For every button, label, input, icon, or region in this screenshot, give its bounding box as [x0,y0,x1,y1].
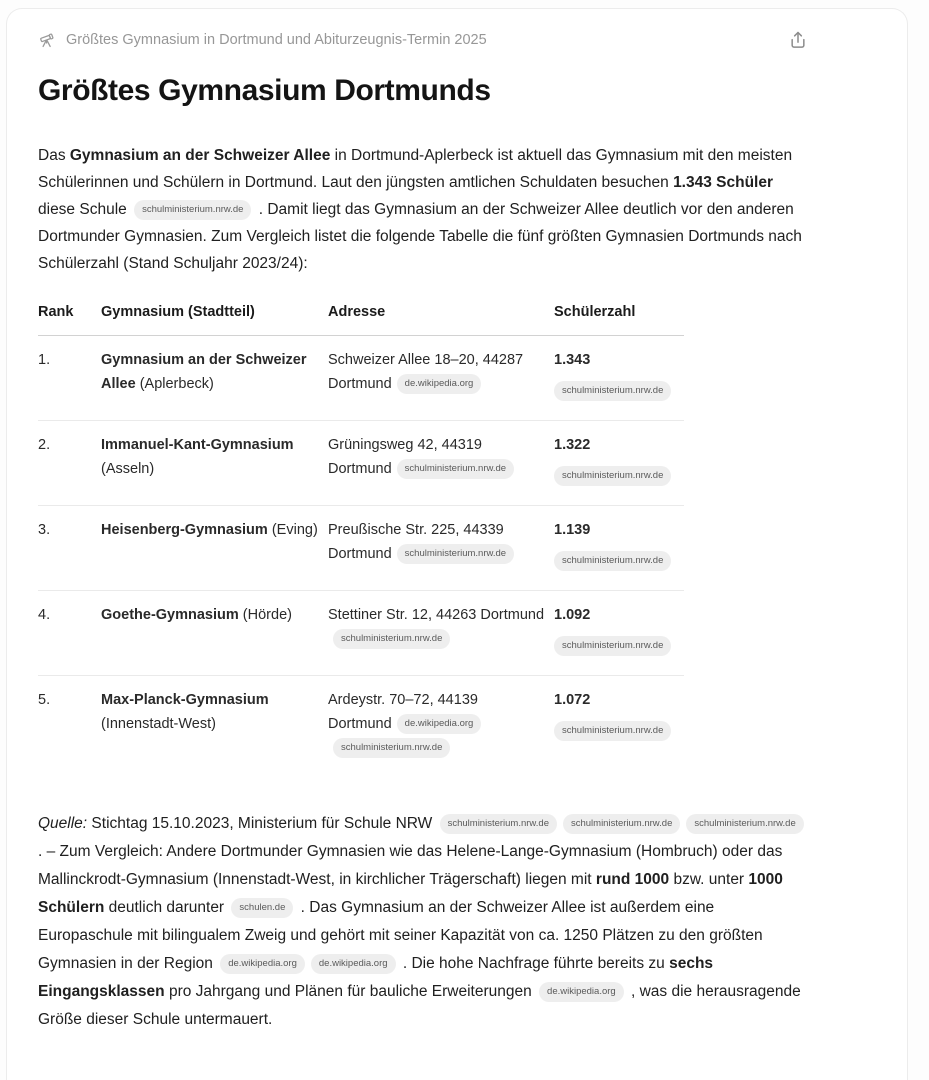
citation-pill[interactable]: schulministerium.nrw.de [333,629,450,649]
text-segment: deutlich darunter [104,899,229,916]
students-citation-line [554,464,674,488]
address-cell [328,421,554,506]
address-text: Preußische Str. 225, 44339 Dortmund [328,522,504,562]
rank-cell: 1. [38,336,101,421]
gymnasium-cell [101,676,328,778]
students-citation-line [554,549,674,573]
citation-pill[interactable]: schulministerium.nrw.de [134,200,251,220]
citation-pill[interactable]: schulministerium.nrw.de [333,738,450,758]
gymnasium-cell [101,336,328,421]
gymnasium-name: Heisenberg-Gymnasium [101,522,268,538]
address-cell [328,676,554,778]
italic-text-segment: Quelle: [38,815,88,832]
gymnasium-table [38,303,684,777]
students-count: 1.343 [554,352,591,368]
address-text: Ardeystr. 70–72, 44139 Dortmund [328,692,478,732]
gymnasium-name: Immanuel-Kant-Gymnasium [101,437,294,453]
thread-title: Größtes Gymnasium in Dortmund und Abiturzeugnis-Termin 2025 [66,32,487,48]
text-segment: Stichtag 15.10.2023, Ministerium für Schule NRW [87,815,437,832]
table-row [38,591,684,676]
students-cell [554,591,684,676]
text-segment: . Damit liegt das Gymnasium an der Schweizer Allee deutlich vor den anderen Dortmunder Gymnasien. Zum Vergleich listet die folgende Tabelle die fünf größten Gymnasien Dortmunds nach Schülerzahl (Stand Schuljahr 2023/24): [38,201,802,272]
source-paragraph [38,810,812,1034]
bold-text-segment: 1000 Schülern [38,871,783,916]
students-cell [554,676,684,778]
rank-cell: 2. [38,421,101,506]
table-header-row [38,303,684,336]
rank-cell: 4. [38,591,101,676]
bold-text-segment: rund 1000 [595,871,670,888]
citation-pill[interactable]: schulministerium.nrw.de [397,544,514,564]
text-segment: . – Zum Vergleich: Andere Dortmunder Gymnasien wie das Helene-Lange-Gymnasium (Hombruch) oder das Mallinckrodt-Gymnasium (Innenstadt-West, in kirchlicher Trägerschaft) liegen mit [38,843,783,888]
gymnasium-district: (Hörde) [238,607,292,623]
page-title: Größtes Gymnasium Dortmunds [38,74,491,107]
column-header-schuelerzahl: Schülerzahl [554,303,684,336]
students-count: 1.092 [554,607,591,623]
citation-pill[interactable]: schulministerium.nrw.de [554,721,671,741]
bold-text-segment: 1.343 Schüler [673,174,774,191]
address-cell [328,591,554,676]
address-cell [328,506,554,591]
column-header-rank: Rank [38,303,101,336]
citation-pill[interactable]: schulministerium.nrw.de [554,466,671,486]
citation-pill[interactable]: de.wikipedia.org [397,374,482,394]
students-citation-line [554,634,674,658]
gymnasium-cell [101,591,328,676]
bold-text-segment: Gymnasium an der Schweizer Allee [69,147,331,164]
table-row [38,676,684,778]
students-cell [554,421,684,506]
gymnasium-name: Gymnasium an der Schweizer Allee [101,352,307,392]
address-text: Grüningsweg 42, 44319 Dortmund [328,437,482,477]
column-header-adresse: Adresse [328,303,554,336]
table-row [38,506,684,591]
citation-pill[interactable]: schulen.de [231,898,293,918]
text-segment: bzw. unter [669,871,749,888]
gymnasium-name: Goethe-Gymnasium [101,607,239,623]
citation-pill[interactable]: schulministerium.nrw.de [554,381,671,401]
share-upload-icon [788,30,808,50]
text-segment: Das [38,147,70,164]
gymnasium-district: (Eving) [267,522,318,538]
text-segment: in Dortmund-Aplerbeck ist aktuell das Gymnasium mit den meisten Schülerinnen und Schülern in Dortmund. Laut den jüngsten amtlichen Schuldaten besuchen [38,147,793,191]
citation-pill[interactable]: schulministerium.nrw.de [686,814,803,834]
citation-pill[interactable]: de.wikipedia.org [311,954,396,974]
citation-pill[interactable]: de.wikipedia.org [220,954,305,974]
address-cell [328,336,554,421]
gymnasium-name: Max-Planck-Gymnasium [101,692,269,708]
citation-pill[interactable]: schulministerium.nrw.de [563,814,680,834]
gymnasium-district: (Innenstadt-West) [101,716,216,732]
citation-pill[interactable]: schulministerium.nrw.de [440,814,557,834]
text-segment: pro Jahrgang und Plänen für bauliche Erweiterungen [164,983,537,1000]
gymnasium-cell [101,421,328,506]
share-button[interactable] [786,28,810,52]
students-count: 1.139 [554,522,591,538]
citation-pill[interactable]: de.wikipedia.org [539,982,624,1002]
text-segment: , was die herausragende Größe dieser Schule untermauert. [38,983,801,1028]
citation-pill[interactable]: de.wikipedia.org [397,714,482,734]
gymnasium-district: (Asseln) [101,461,155,477]
text-segment: diese Schule [38,201,132,218]
telescope-icon [38,31,56,49]
table-row [38,421,684,506]
gymnasium-district: (Aplerbeck) [135,376,214,392]
answer-card [6,8,908,1080]
gymnasium-cell [101,506,328,591]
address-text: Schweizer Allee 18–20, 44287 Dortmund [328,352,524,392]
text-segment: . Die hohe Nachfrage führte bereits zu [398,955,670,972]
gym-table-body [38,336,684,778]
citation-pill[interactable]: schulministerium.nrw.de [554,551,671,571]
students-count: 1.322 [554,437,591,453]
column-header-gymnasium: Gymnasium (Stadtteil) [101,303,328,336]
students-count: 1.072 [554,692,591,708]
citation-pill[interactable]: schulministerium.nrw.de [554,636,671,656]
intro-paragraph [38,142,812,277]
address-text: Stettiner Str. 12, 44263 Dortmund [328,607,545,623]
citation-pill[interactable]: schulministerium.nrw.de [397,459,514,479]
bold-text-segment: sechs Eingangsklassen [38,955,714,1000]
students-citation-line [554,379,674,403]
students-citation-line [554,719,674,743]
rank-cell: 5. [38,692,51,708]
students-cell [554,336,684,421]
thread-header [38,27,810,53]
students-cell [554,506,684,591]
rank-cell: 3. [38,506,101,591]
table-row [38,336,684,421]
text-segment: . Das Gymnasium an der Schweizer Allee ist außerdem eine Europaschule mit bilingualem Zweig und gehört mit seiner Kapazität von ca. 1250 Plätzen zu den größten Gymnasien in der Region [38,899,763,972]
